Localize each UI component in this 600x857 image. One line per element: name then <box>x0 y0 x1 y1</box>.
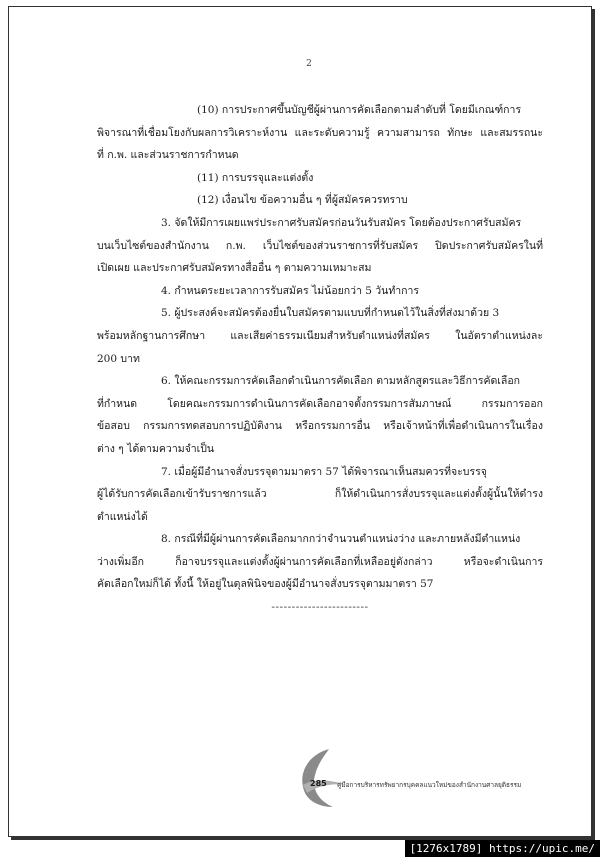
swoosh-logo-icon <box>289 745 361 811</box>
document-body <box>97 99 543 619</box>
body-line: ต่าง ๆ ได้ตามความจำเป็น <box>97 442 215 455</box>
body-line: ตำแหน่งได้ <box>97 510 148 523</box>
image-watermark: [1276x1789] https://upic.me/ <box>405 840 600 857</box>
body-line: 4. กำหนดระยะเวลาการรับสมัคร ไม่น้อยกว่า 5 วันทำการ <box>161 284 420 297</box>
body-line: พร้อมหลักฐานการศึกษา และเสียค่าธรรมเนียมสำหรับตำแหน่งที่สมัคร ในอัตราตำแหน่งละ <box>97 329 543 342</box>
footer-page-number: 285 <box>310 779 327 788</box>
body-line: 3. จัดให้มีการเผยแพร่ประกาศรับสมัครก่อนวันรับสมัคร โดยต้องประกาศรับสมัคร <box>161 216 522 229</box>
body-line: 8. กรณีที่มีผู้ผ่านการคัดเลือกมากกว่าจำนวนตำแหน่งว่าง และภายหลังมีตำแหน่ง <box>161 533 521 546</box>
document-page <box>8 6 592 837</box>
page-number: 2 <box>306 59 312 69</box>
body-line: 5. ผู้ประสงค์จะสมัครต้องยื่นใบสมัครตามแบบที่กำหนดไว้ในสิ่งที่ส่งมาด้วย 3 <box>161 307 500 320</box>
body-line: บนเว็บไซต์ของสำนักงาน ก.พ. เว็บไซต์ของส่วนราชการที่รับสมัคร ปิดประกาศรับสมัครในที่ <box>97 239 543 252</box>
body-line: ว่างเพิ่มอีก ก็อาจบรรจุและแต่งตั้งผู้ผ่านการคัดเลือกที่เหลืออยู่ดังกล่าว หรือจะดำเนินการ <box>97 555 543 568</box>
body-line: พิจารณาที่เชื่อมโยงกับผลการวิเคราะห์งาน และระดับความรู้ ความสามารถ ทักษะ และสมรรถนะ <box>97 126 543 139</box>
body-line: (12) เงื่อนไข ข้อความอื่น ๆ ที่ผู้สมัครควรทราบ <box>197 194 408 207</box>
body-line: (10) การประกาศขึ้นบัญชีผู้ผ่านการคัดเลือกตามลำดับที่ โดยมีเกณฑ์การ <box>197 104 522 116</box>
body-line: 200 บาท <box>97 352 140 365</box>
footer-title: คู่มือการบริหารทรัพยากรบุคคลแนวใหม่ของสำนักงานศาลยุติธรรม <box>337 781 522 789</box>
body-line: คัดเลือกใหม่ก็ได้ ทั้งนี้ ให้อยู่ในดุลพินิจของผู้มีอำนาจสั่งบรรจุตามมาตรา 57 <box>97 578 434 591</box>
body-line: ผู้ได้รับการคัดเลือกเข้ารับราชการแล้ว ก็ให้ดำเนินการสั่งบรรจุและแต่งตั้งผู้นั้นให้ดำรง <box>97 488 543 501</box>
body-line: ที่กำหนด โดยคณะกรรมการดำเนินการคัดเลือกอาจตั้งกรรมการสัมภาษณ์ กรรมการออก <box>97 397 543 410</box>
body-line: 6. ให้คณะกรรมการคัดเลือกดำเนินการคัดเลือก ตามหลักสูตรและวิธีการคัดเลือก <box>161 375 520 388</box>
body-line: เปิดเผย และประกาศรับสมัครทางสื่ออื่น ๆ ตามความเหมาะสม <box>97 262 372 275</box>
body-line: ที่ ก.พ. และส่วนราชการกำหนด <box>97 149 239 162</box>
body-line: (11) การบรรจุและแต่งตั้ง <box>197 171 314 184</box>
end-divider: ------------------------ <box>271 601 369 614</box>
body-line: 7. เมื่อผู้มีอำนาจสั่งบรรจุตามมาตรา 57 ได้พิจารณาเห็นสมควรที่จะบรรจุ <box>161 465 487 478</box>
body-line: ข้อสอบ กรรมการทดสอบการปฏิบัติงาน หรือกรรมการอื่น หรือเจ้าหน้าที่เพื่อดำเนินการในเรื่อง <box>97 420 543 433</box>
